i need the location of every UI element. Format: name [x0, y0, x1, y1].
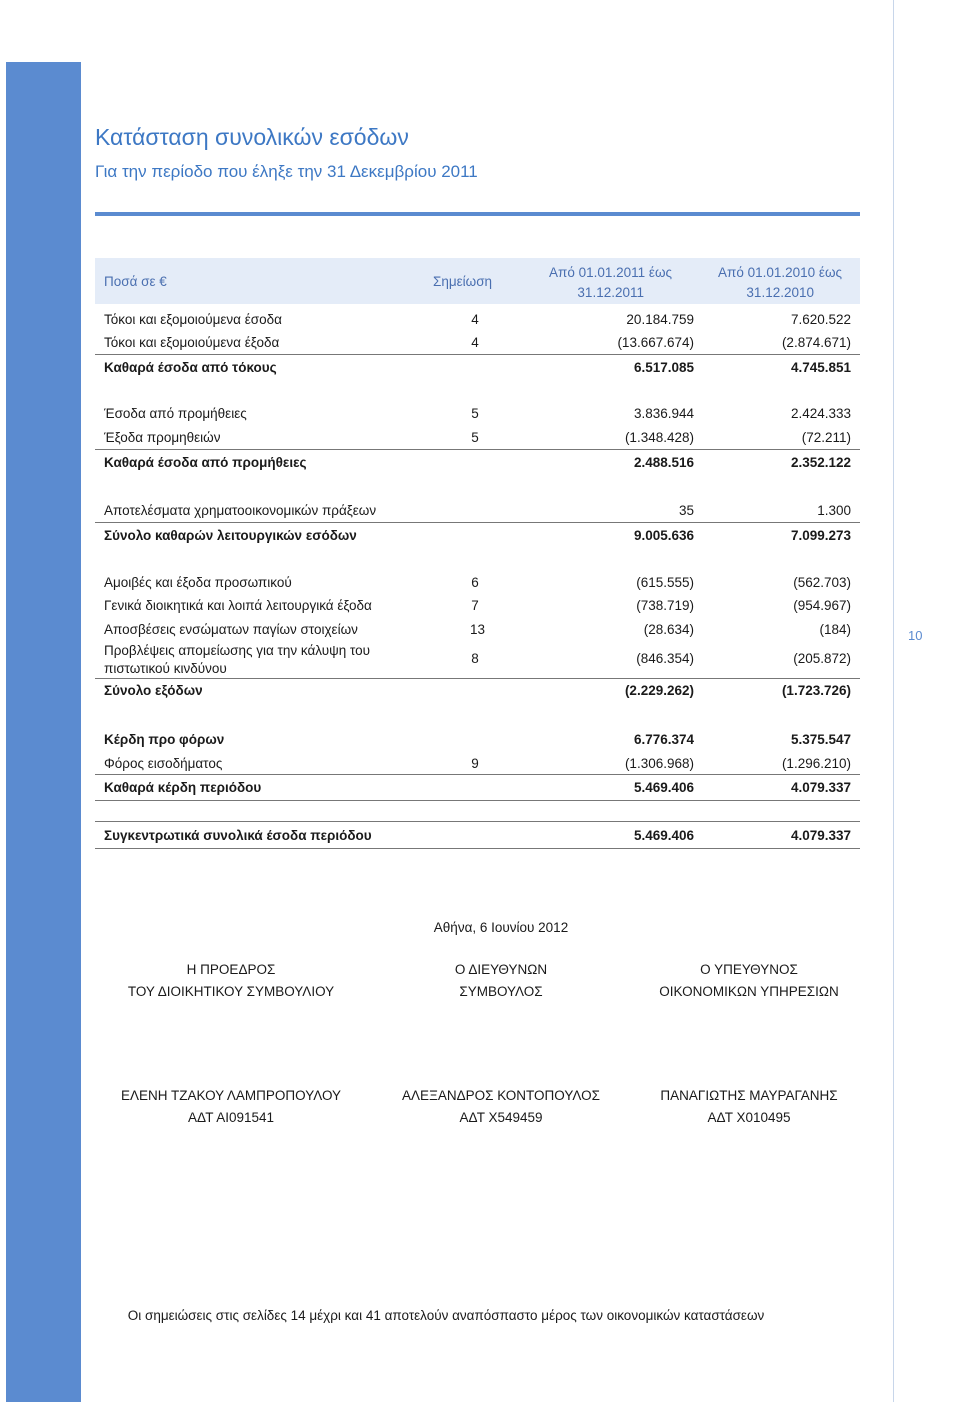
row-value-2011: 9.005.636	[633, 528, 694, 543]
row-label: Σύνολο καθαρών λειτουργικών εσόδων	[104, 528, 357, 543]
signatory-3-id: ΑΔΤ Χ010495	[707, 1110, 791, 1125]
row-value-2011: (2.229.262)	[624, 683, 694, 698]
row-label: Αποσβέσεις ενσώματων παγίων στοιχείων	[104, 622, 358, 637]
signatory-1-name: ΕΛΕΝΗ ΤΖΑΚΟΥ ΛΑΜΠΡΟΠΟΥΛΟΥ	[120, 1088, 342, 1103]
row-value-2010: (72.211)	[801, 430, 851, 445]
row-note: 4	[471, 312, 479, 327]
row-note: 5	[471, 430, 479, 445]
row-value-2010: (1.723.726)	[781, 683, 851, 698]
row-divider	[95, 848, 860, 849]
header-col2011-line1: Από 01.01.2011 έως	[549, 265, 672, 280]
row-value-2011: 20.184.759	[626, 312, 694, 327]
row-note: 4	[471, 335, 479, 350]
row-value-2010: 4.079.337	[790, 780, 851, 795]
row-note: 6	[471, 575, 479, 590]
row-label: Έσοδα από προμήθειες	[104, 406, 247, 421]
row-value-2010: 2.352.122	[790, 455, 851, 470]
row-label: Έξοδα προμηθειών	[104, 430, 221, 445]
signatory-2-role-line1: Ο ΔΙΕΥΘΥΝΩΝ	[454, 962, 548, 977]
row-value-2010: 7.620.522	[790, 312, 851, 327]
row-divider	[95, 449, 860, 450]
signatory-3-role-line2: ΟΙΚΟΝΟΜΙΚΩΝ ΥΠΗΡΕΣΙΩΝ	[659, 984, 839, 999]
signatory-2-role-line2: ΣΥΜΒΟΥΛΟΣ	[459, 984, 543, 999]
row-divider	[95, 354, 860, 355]
row-note: 5	[471, 406, 479, 421]
place-date: Αθήνα, 6 Ιουνίου 2012	[433, 920, 569, 935]
row-label: Κέρδη προ φόρων	[104, 732, 225, 747]
row-divider	[95, 800, 860, 801]
header-col2010-line2: 31.12.2010	[746, 285, 814, 300]
page-title: Κατάσταση συνολικών εσόδων	[95, 124, 409, 150]
row-value-2010: 2.424.333	[790, 406, 851, 421]
row-divider	[95, 774, 860, 775]
page-subtitle: Για την περίοδο που έληξε την 31 Δεκεμβρίου 2011	[95, 162, 478, 181]
header-col2010-line1: Από 01.01.2010 έως	[718, 265, 842, 280]
signatory-1-role-line2: ΤΟΥ ΔΙΟΙΚΗΤΙΚΟΥ ΣΥΜΒΟΥΛΙΟΥ	[127, 984, 335, 999]
row-value-2010: (184)	[819, 622, 851, 637]
row-label: Αποτελέσματα χρηματοοικονομικών πράξεων	[104, 503, 377, 518]
row-label: Τόκοι και εξομοιούμενα έσοδα	[104, 312, 282, 327]
row-value-2011: 6.776.374	[633, 732, 694, 747]
row-value-2011: (615.555)	[636, 575, 694, 590]
row-value-2010: 4.079.337	[790, 828, 851, 843]
row-value-2011: 35	[678, 503, 694, 518]
header-amount-label: Ποσά σε €	[104, 274, 167, 289]
row-label-line1: Προβλέψεις απομείωσης για την κάλυψη του	[104, 643, 370, 658]
signatory-2-name: ΑΛΕΞΑΝΔΡΟΣ ΚΟΝΤΟΠΟΥΛΟΣ	[402, 1088, 600, 1103]
row-label: Φόρος εισοδήματος	[104, 756, 223, 771]
row-value-2010: (1.296.210)	[781, 756, 851, 771]
row-label-line2: πιστωτικού κινδύνου	[104, 661, 227, 676]
row-label: Καθαρά έσοδα από προμήθειες	[104, 455, 307, 470]
row-value-2010: 4.745.851	[790, 360, 851, 375]
signatory-1-role-line1: Η ΠΡΟΕΔΡΟΣ	[186, 962, 276, 977]
signatory-3-role-line1: Ο ΥΠΕΥΘΥΝΟΣ	[700, 962, 798, 977]
row-label: Αμοιβές και έξοδα προσωπικού	[104, 575, 292, 590]
row-note: 7	[471, 598, 479, 613]
row-value-2010: (205.872)	[793, 651, 851, 666]
row-value-2010: (2.874.671)	[781, 335, 851, 350]
row-value-2011: 5.469.406	[633, 828, 694, 843]
row-value-2010: 7.099.273	[790, 528, 851, 543]
row-value-2011: 5.469.406	[633, 780, 694, 795]
signatory-3-name: ΠΑΝΑΓΙΩΤΗΣ ΜΑΥΡΑΓΑΝΗΣ	[660, 1088, 838, 1103]
row-value-2011: 2.488.516	[633, 455, 694, 470]
signatory-1-id: ΑΔΤ ΑΙ091541	[187, 1110, 275, 1125]
row-value-2011: (13.667.674)	[617, 335, 694, 350]
row-label: Καθαρά έσοδα από τόκους	[104, 360, 277, 375]
left-decorative-bar	[6, 62, 81, 1402]
row-divider	[95, 821, 860, 822]
row-label: Συγκεντρωτικά συνολικά έσοδα περιόδου	[104, 828, 372, 843]
row-label: Καθαρά κέρδη περιόδου	[104, 780, 262, 795]
row-value-2011: 6.517.085	[633, 360, 694, 375]
row-note: 13	[470, 622, 486, 637]
row-value-2011: (1.348.428)	[624, 430, 694, 445]
page-number: 10	[908, 628, 923, 643]
footnote: Οι σημειώσεις στις σελίδες 14 μέχρι και 41 αποτελούν αναπόσπαστο μέρος των οικονομικών καταστάσεων	[127, 1308, 765, 1323]
row-label: Τόκοι και εξομοιούμενα έξοδα	[104, 335, 280, 350]
row-label: Γενικά διοικητικά και λοιπά λειτουργικά έξοδα	[104, 598, 372, 613]
row-value-2011: (846.354)	[636, 651, 694, 666]
row-divider	[95, 678, 860, 679]
row-value-2010: 1.300	[817, 503, 851, 518]
row-label: Σύνολο εξόδων	[104, 683, 203, 698]
right-margin	[893, 0, 960, 1402]
row-note: 8	[471, 651, 479, 666]
row-value-2011: (738.719)	[636, 598, 694, 613]
row-note: 9	[471, 756, 479, 771]
signatory-2-id: ΑΔΤ Χ549459	[459, 1110, 543, 1125]
row-value-2010: (954.967)	[793, 598, 851, 613]
row-value-2011: (1.306.968)	[624, 756, 694, 771]
header-col2011-line2: 31.12.2011	[577, 285, 644, 300]
row-value-2011: 3.836.944	[633, 406, 694, 421]
row-value-2010: 5.375.547	[790, 732, 851, 747]
title-rule	[95, 212, 860, 216]
row-divider	[95, 522, 860, 523]
row-value-2011: (28.634)	[643, 622, 694, 637]
row-value-2010: (562.703)	[793, 575, 851, 590]
header-note-label: Σημείωση	[433, 274, 493, 289]
